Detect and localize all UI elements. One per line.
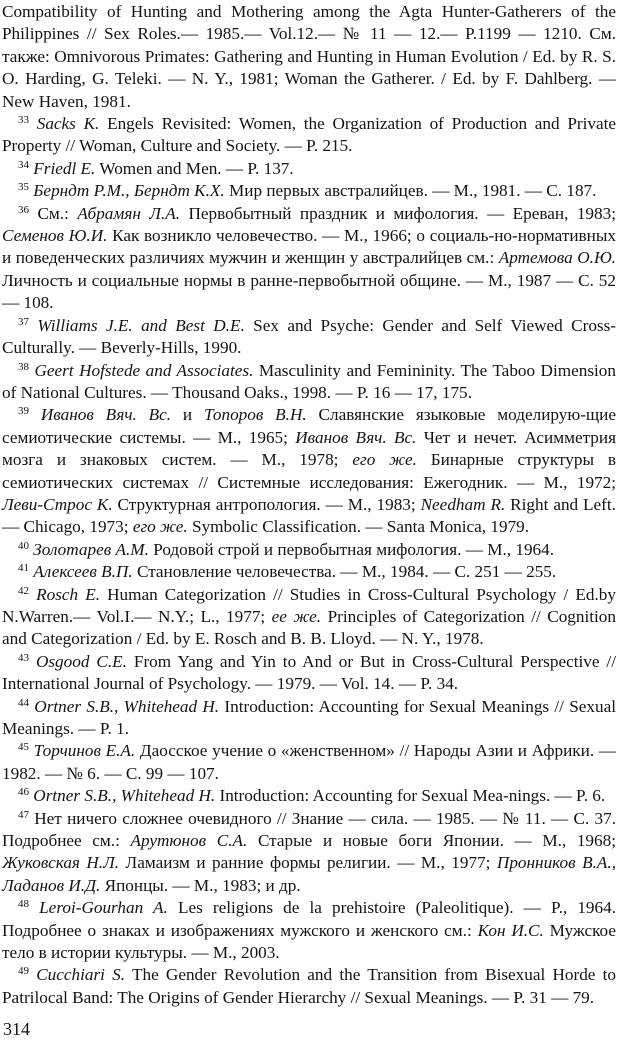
citation-text: Symbolic Classification. — Santa Monica, 1979. xyxy=(187,517,530,537)
author-name: Rosch E. xyxy=(36,584,101,604)
endnote xyxy=(2,1,616,113)
endnote xyxy=(2,158,616,180)
author-name: Торчинов Е.А. xyxy=(33,741,136,761)
endnote xyxy=(2,808,616,898)
citation-text: Women and Men. — P. 137. xyxy=(95,158,294,178)
author-name: Friedl E. xyxy=(33,158,96,178)
endnote xyxy=(2,113,616,158)
endnote-number: 44 xyxy=(18,696,29,709)
endnote-number: 41 xyxy=(18,562,29,575)
author-name: Семенов Ю.И. xyxy=(2,226,108,246)
citation-text: From Yang and Yin to And or But in Cross-Cultural Perspective // International Journal of Psychology. — 1979. — Vol. 14. — P. 34. xyxy=(2,651,616,694)
endnote xyxy=(2,696,616,741)
endnote-number: 45 xyxy=(18,741,29,754)
endnote-number: 36 xyxy=(18,203,29,216)
author-name: Абрамян Л.А. xyxy=(77,203,181,223)
author-name: его же. xyxy=(352,450,417,470)
endnotes-list xyxy=(2,1,616,1009)
author-name: Sacks K. xyxy=(36,114,100,134)
citation-text: Engels Revisited: Women, the Organization of Production and Private Property // Woman, Culture and Society. — P. 215. xyxy=(2,114,617,156)
endnote-number: 49 xyxy=(18,965,29,978)
citation-text: Sex and Psyche: Gender and Self Viewed Cross-Culturally. — Beverly-Hills, 1990. xyxy=(2,315,617,358)
endnote xyxy=(2,203,616,315)
author-name: Cucchiari S. xyxy=(36,965,126,985)
author-name: Пронников В.А., Ладанов И.Д. xyxy=(2,853,616,895)
author-name: ее же. xyxy=(271,606,322,626)
author-name: Ortner S.B., Whitehead H. xyxy=(34,696,220,716)
citation-text: Старые и новые боги Японии. — М., 1968; xyxy=(247,831,616,851)
citation-text: Родовой строй и первобытная мифология. — М., 1964. xyxy=(148,539,555,559)
endnote xyxy=(2,180,616,202)
endnote xyxy=(2,964,616,1009)
citation-text: Мужское тело в истории культуры. — М., 2003. xyxy=(2,920,616,963)
endnote-number: 46 xyxy=(18,786,29,799)
endnote xyxy=(2,584,616,651)
author-name: Арутюнов С.А. xyxy=(130,831,248,851)
author-name: Золотарев А.М. xyxy=(33,539,149,559)
endnote-number: 40 xyxy=(18,539,29,552)
citation-text: Личность и социальные нормы в ранне-первобытной общине. — М., 1987 — С. 52 — 108. xyxy=(2,270,616,313)
endnote-number: 42 xyxy=(18,584,29,597)
author-name: Жуковская Н.Л. xyxy=(2,853,120,873)
citation-text: Masculinity and Femininity. The Taboo Dimension of National Cultures. — Thousand Oaks., 1998. — P. 16 — 17, 175. xyxy=(2,360,616,402)
endnote-number: 43 xyxy=(18,651,29,664)
endnote xyxy=(2,561,616,583)
citation-text: Нет ничего сложнее очевидного // Знание — сила. — 1985. — № 11. — С. 37. Подробнее см.: xyxy=(2,808,616,851)
citation-text: Первобытный праздник и мифология. — Ереван, 1983; xyxy=(180,203,616,223)
author-name: Ortner S.B., Whitehead H. xyxy=(33,786,216,806)
endnote-number: 39 xyxy=(18,405,29,418)
author-name: Needham R. xyxy=(420,494,506,514)
endnote xyxy=(2,539,616,561)
citation-text: Структурная антропология. — М., 1983; xyxy=(112,494,421,514)
endnote xyxy=(2,785,616,807)
author-name: Топоров В.Н. xyxy=(203,405,307,425)
author-name: Артемова О.Ю. xyxy=(498,248,616,268)
endnote xyxy=(2,360,616,405)
endnote-number: 47 xyxy=(18,808,29,821)
citation-text: Даосское учение о «женственном» // Народы Азии и Африки. — 1982. — № 6. — С. 99 — 107. xyxy=(2,741,616,783)
citation-text: Японцы. — М., 1983; и др. xyxy=(100,875,301,895)
author-name: его же. xyxy=(132,517,188,537)
citation-text: Introduction: Accounting for Sexual Mea-nings. — P. 6. xyxy=(215,786,606,806)
author-name: Кон И.С. xyxy=(477,920,544,940)
page-number: 314 xyxy=(3,1019,30,1039)
endnote-number: 37 xyxy=(18,315,29,328)
author-name: Алексеев В.П. xyxy=(33,562,133,582)
endnote-number: 35 xyxy=(18,181,29,194)
citation-text: Бинарные структуры в семиотических системах // Системные исследования: Ежегодник. — М., 1972; xyxy=(2,450,616,492)
citation-text: Чет и нечет. Асимметрия мозга и знаковых систем. — М., 1978; xyxy=(2,427,616,470)
citation-text: Introduction: Accounting for Sexual Meanings // Sexual Meanings. — P. 1. xyxy=(2,696,616,738)
endnote xyxy=(2,315,616,360)
citation-text: Right and Left. — Chicago, 1973; xyxy=(2,494,616,537)
citation-text: The Gender Revolution and the Transition from Bisexual Horde to Patrilocal Band: The Origins of Gender Hierarchy // Sexual Meanings. — P. 31 — 79. xyxy=(2,965,617,1007)
citation-text: Les religions de la prehistoire (Paleolitique). — P., 1964. Подробнее о знаках и изображениях мужского и женского см.: xyxy=(2,898,616,940)
endnote xyxy=(2,897,616,964)
author-name: Geert Hofstede and Associates. xyxy=(34,360,254,380)
endnote xyxy=(2,651,616,696)
author-name: Osgood C.E. xyxy=(35,651,127,671)
citation-text: и xyxy=(171,405,204,425)
author-name: Иванов Вяч. Вс. xyxy=(40,405,172,425)
citation-text: Славянские языковые моделирую-щие семиотические системы. — М., 1965; xyxy=(2,405,616,447)
endnote-number: 48 xyxy=(18,898,29,911)
author-name: Williams J.E. and Best D.E. xyxy=(37,315,245,335)
endnote-number: 38 xyxy=(18,360,29,373)
citation-text: Principles of Categorization // Cognition and Categorization / Ed. by E. Rosch and B. B. Lloyd. — N. Y., 1978. xyxy=(2,606,616,649)
endnote-number: 34 xyxy=(18,158,29,171)
author-name: Леви-Строс К. xyxy=(2,494,113,514)
citation-text: Human Categorization // Studies in Cross-Cultural Psychology / Ed.by N.Warren.— Vol.I.— N.Y.; L., 1977; xyxy=(2,584,616,626)
citation-text: Мир первых австралийцев. — М., 1981. — С. 187. xyxy=(224,181,597,201)
endnote xyxy=(2,404,616,538)
citation-text: Становление человечества. — М., 1984. — С. 251 — 255. xyxy=(132,562,557,582)
author-name: Берндт Р.М., Берндт К.Х. xyxy=(33,181,225,201)
endnote xyxy=(2,740,616,785)
author-name: Иванов Вяч. Вс. xyxy=(295,427,417,447)
citation-text: Как возникло человечество. — М., 1966; о социаль-но-нормативных и поведенческих различиях мужчин и женщин у австралийцев см.: xyxy=(2,226,616,268)
citation-text: См.: xyxy=(37,203,78,223)
citation-text: Compatibility of Hunting and Mothering among the Agta Hunter-Gatherers of the Philippines // Sex Roles.— 1985.— Vol.12.— № 11 — 12.— P.1199 — 1210. См. также: Omnivorous Primates: Gathering and Hunting in Human Evolution / Ed. by R. S. O. Harding, G. Teleki. — N. Y., 1981; Woman the Gatherer. / Ed. by F. Dahlberg. — New Haven, 1981. xyxy=(2,2,616,111)
endnote-number: 33 xyxy=(18,114,29,127)
author-name: Leroi-Gourhan A. xyxy=(39,898,168,918)
citation-text: Ламаизм и ранние формы религии. — М., 1977; xyxy=(119,853,497,873)
